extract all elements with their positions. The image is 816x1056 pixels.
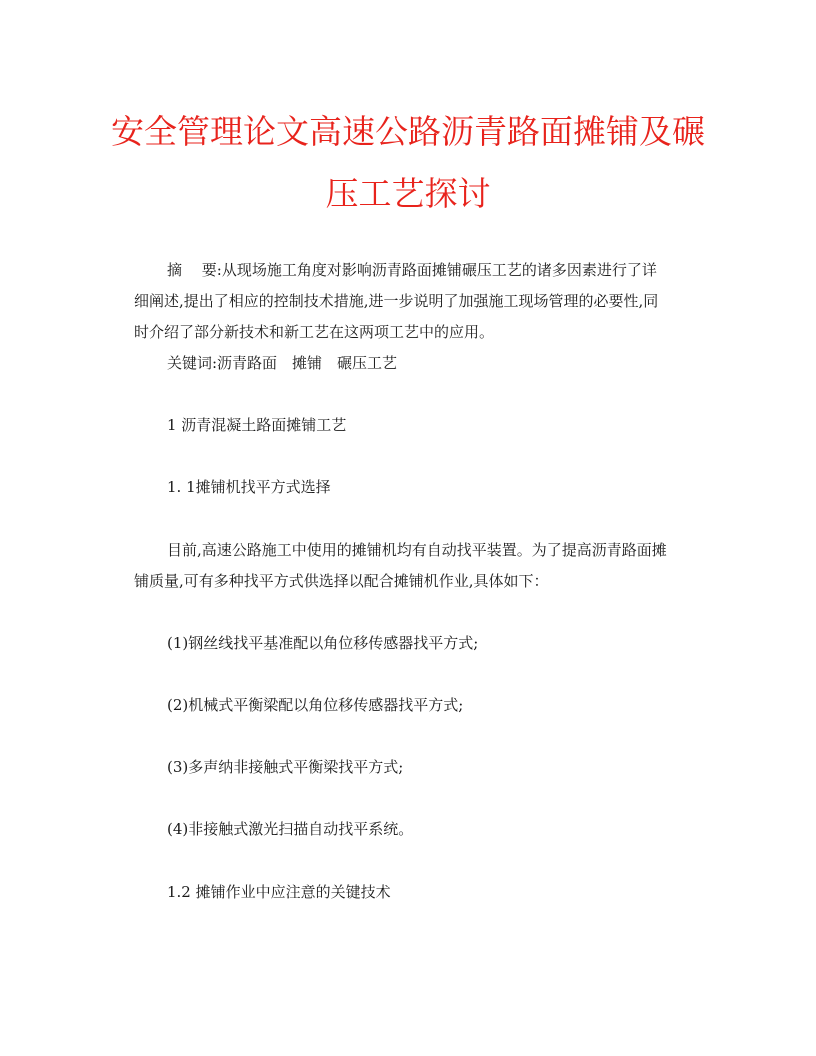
- abstract-line-2: 细阐述,提出了相应的控制技术措施,进一步说明了加强施工现场管理的必要性,同: [134, 292, 659, 310]
- list-item: (4)非接触式激光扫描自动找平系统。: [167, 820, 414, 838]
- list-item: (2)机械式平衡梁配以角位移传感器找平方式;: [167, 696, 464, 714]
- list-item: (1)钢丝线找平基准配以角位移传感器找平方式;: [167, 634, 479, 652]
- subsection-1-2-heading: 1.2 摊铺作业中应注意的关键技术: [167, 883, 391, 901]
- paragraph-1-line-2: 铺质量,可有多种找平方式供选择以配合摊铺机作业,具体如下：: [134, 572, 549, 590]
- document-title-line-1: 安全管理论文高速公路沥青路面摊铺及碾: [111, 112, 705, 151]
- abstract-line-1: 摘 要:从现场施工角度对影响沥青路面摊铺碾压工艺的诸多因素进行了详: [167, 261, 657, 279]
- abstract-line-3: 时介绍了部分新技术和新工艺在这两项工艺中的应用。: [134, 323, 495, 341]
- document-title-line-2: 压工艺探讨: [325, 174, 491, 213]
- list-item: (3)多声纳非接触式平衡梁找平方式;: [167, 758, 404, 776]
- paragraph-1-line-1: 目前,高速公路施工中使用的摊铺机均有自动找平装置。为了提高沥青路面摊: [167, 541, 667, 559]
- keywords: 关键词:沥青路面 摊铺 碾压工艺: [167, 354, 398, 372]
- subsection-1-1-heading: 1. 1摊铺机找平方式选择: [167, 478, 331, 496]
- section-1-heading: 1 沥青混凝土路面摊铺工艺: [167, 416, 347, 434]
